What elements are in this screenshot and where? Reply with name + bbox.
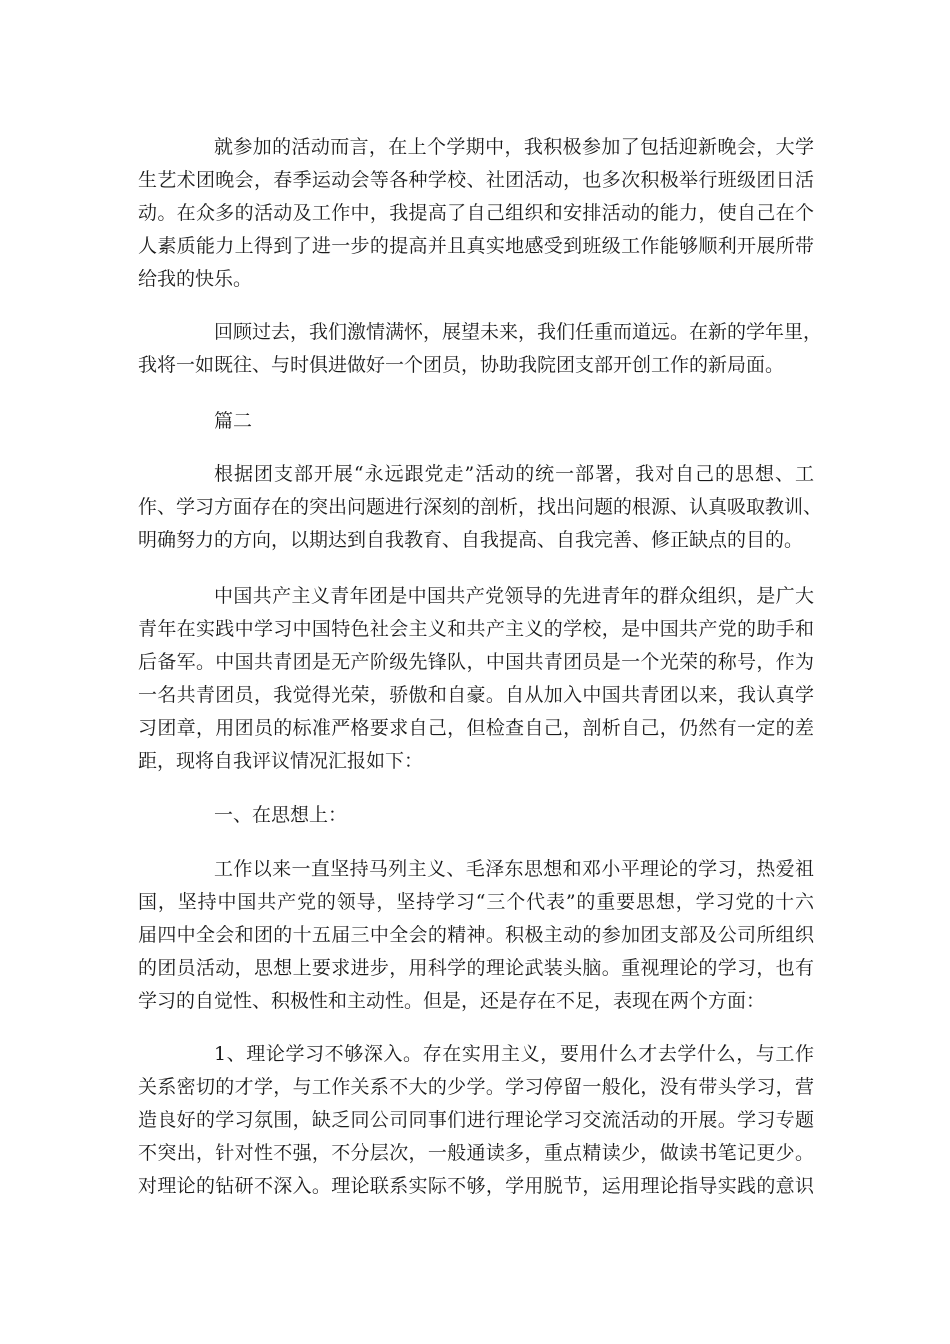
heading-text: 一、在思想上：: [214, 804, 348, 826]
text-line: 不突出，针对性不强，不分层次，一般通读多，重点精读少，做读书笔记更少。: [138, 1142, 814, 1164]
text-line: 人素质能力上得到了进一步的提高并且真实地感受到班级工作能够顺利开展所带: [138, 235, 814, 257]
text-line: 就参加的活动而言，在上个学期中，我积极参加了包括迎新晚会，大学: [214, 136, 814, 158]
text-line: 一名共青团员，我觉得光荣，骄傲和自豪。自从加入中国共青团以来，我认真学: [138, 684, 814, 706]
paragraph-activities: [138, 131, 814, 296]
text-line: 中国共产主义青年团是中国共产党领导的先进青年的群众组织，是广大: [214, 585, 814, 607]
text-line: 我将一如既往、与时俱进做好一个团员，协助我院团支部开创工作的新局面。: [138, 354, 785, 376]
paragraph-theory-study: [138, 1038, 814, 1203]
text-line: 习团章，用团员的标准严格要求自己，但检查自己，剖析自己，仍然有一定的差: [138, 717, 814, 739]
text-line: 届四中全会和团的十五届三中全会的精神。积极主动的参加团支部及公司所组织: [138, 924, 814, 946]
text-line: 后备军。中国共青团是无产阶级先锋队，中国共青团员是一个光荣的称号，作为: [138, 651, 814, 673]
paragraph-deployment: [138, 458, 823, 557]
text-line: 生艺术团晚会，春季运动会等各种学校、社团活动，也多次积极举行班级团日活: [138, 169, 814, 191]
text-line: 对理论的钻研不深入。理论联系实际不够，学用脱节，运用理论指导实践的意识: [138, 1175, 814, 1197]
section-heading-thought: [138, 799, 814, 832]
text-line: 青年在实践中学习中国特色社会主义和共产主义的学校，是中国共产党的助手和: [138, 618, 814, 640]
text-line: 给我的快乐。: [138, 268, 253, 290]
paragraph-review: [138, 316, 823, 382]
text-line: 的团员活动，思想上要求进步，用科学的理论武装头脑。重视理论的学习，也有: [138, 957, 814, 979]
text-line: 距，现将自我评议情况汇报如下：: [138, 750, 424, 772]
text-line: 关系密切的才学，与工作关系不大的少学。学习停留一般化，没有带头学习，营: [138, 1076, 814, 1098]
text-line: 造良好的学习氛围，缺乏同公司同事们进行理论学习交流活动的开展。学习专题: [138, 1109, 814, 1131]
section-heading-part-two: [138, 405, 814, 438]
paragraph-thought-details: [138, 853, 814, 1018]
text-line: 国，坚持中国共产党的领导，坚持学习“三个代表”的重要思想，学习党的十六: [138, 891, 814, 913]
text-line: 明确努力的方向，以期达到自我教育、自我提高、自我完善、修正缺点的目的。: [138, 529, 804, 551]
paragraph-youth-league: [138, 580, 814, 778]
text-line: 作、学习方面存在的突出问题进行深刻的剖析，找出问题的根源、认真吸取教训、: [138, 496, 823, 518]
text-line: 学习的自觉性、积极性和主动性。但是，还是存在不足，表现在两个方面：: [138, 990, 766, 1012]
text-line: 工作以来一直坚持马列主义、毛泽东思想和邓小平理论的学习，热爱祖: [214, 858, 814, 880]
text-line: 根据团支部开展“永远跟党走”活动的统一部署，我对自己的思想、工: [214, 463, 814, 485]
text-line: 动。在众多的活动及工作中，我提高了自己组织和安排活动的能力，使自己在个: [138, 202, 814, 224]
text-line: 回顾过去，我们激情满怀，展望未来，我们任重而道远。在新的学年里，: [214, 321, 823, 343]
heading-text: 篇二: [214, 410, 253, 432]
text-line: 1、理论学习不够深入。存在实用主义，要用什么才去学什么，与工作: [214, 1043, 814, 1065]
